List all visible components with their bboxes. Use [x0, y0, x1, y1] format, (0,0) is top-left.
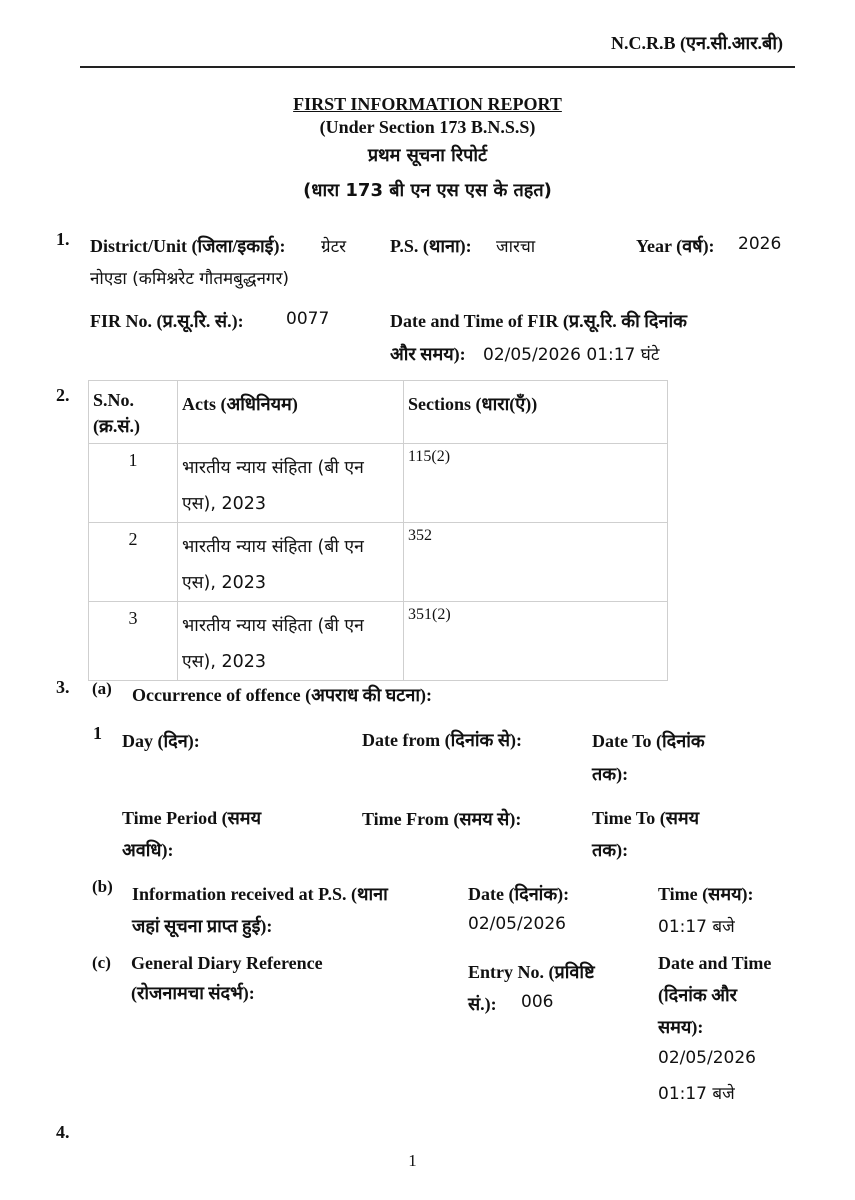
info-date-label: Date (दिनांक): — [468, 884, 570, 904]
date-to-label: Date To (दिनांक — [592, 731, 705, 751]
date-to-label-cont: तक): — [592, 764, 629, 784]
section-4-number: 4. — [56, 1122, 70, 1142]
occurrence-label: Occurrence of offence (अपराध की घटना): — [132, 685, 432, 705]
year-value: 2026 — [738, 234, 782, 254]
header-divider — [80, 66, 795, 68]
entry-no-label-cont: सं.): — [468, 994, 497, 1014]
district-value-cont: नोएडा (कमिश्नरेट गौतमबुद्धनगर) — [90, 269, 290, 289]
gd-datetime-label-cont2: समय): — [658, 1017, 704, 1037]
table-row — [89, 602, 668, 681]
occurrence-item-number: 1 — [93, 723, 102, 743]
table-row — [89, 523, 668, 602]
acts-header — [178, 381, 404, 444]
info-date-value: 02/05/2026 — [468, 914, 566, 934]
subsection-c-label: (c) — [92, 953, 111, 972]
entry-no-label: Entry No. (प्रविष्टि — [468, 962, 595, 982]
fir-no-label: FIR No. (प्र.सू.रि. सं.): — [90, 311, 244, 331]
section-2-number: 2. — [56, 385, 70, 405]
row-act: भारतीय न्याय संहिता (बी एन एस), 2023 — [182, 616, 364, 672]
gd-reference-label-cont: (रोजनामचा संदर्भ): — [131, 983, 255, 1003]
fir-no-value: 0077 — [286, 309, 330, 329]
district-value: ग्रेटर — [321, 237, 347, 257]
sno-header-hindi: (क्र.सं.) — [93, 416, 140, 436]
date-from-label: Date from (दिनांक से): — [362, 730, 522, 750]
report-subtitle-hindi: (धारा 173 बी एन एस एस के तहत) — [303, 180, 552, 201]
info-time-value: 01:17 बजे — [658, 917, 735, 937]
row-sno: 1 — [128, 450, 138, 470]
year-label: Year (वर्ष): — [636, 236, 715, 256]
gd-reference-label: General Diary Reference — [131, 953, 323, 973]
time-to-label-cont: तक): — [592, 840, 629, 860]
subsection-b-label: (b) — [92, 877, 113, 896]
row-act: भारतीय न्याय संहिता (बी एन एस), 2023 — [182, 537, 364, 593]
time-to-label: Time To (समय — [592, 808, 700, 828]
fir-datetime-label: Date and Time of FIR (प्र.सू.रि. की दिनांक — [390, 311, 687, 331]
subsection-a-label: (a) — [92, 679, 112, 698]
time-from-label: Time From (समय से): — [362, 809, 522, 829]
sections-header — [404, 381, 668, 444]
row-act: भारतीय न्याय संहिता (बी एन एस), 2023 — [182, 458, 364, 514]
table-row — [89, 444, 668, 523]
entry-no-value: 006 — [521, 992, 554, 1012]
gd-time-value: 01:17 बजे — [658, 1084, 735, 1104]
row-section: 115(2) — [408, 448, 451, 465]
ncrb-header: N.C.R.B (एन.सी.आर.बी) — [611, 33, 783, 53]
row-sno: 3 — [128, 608, 138, 628]
sections-header-label: Sections (धारा(एँ)) — [408, 394, 538, 414]
section-3-number: 3. — [56, 677, 70, 697]
fir-datetime-label-cont: और समय): — [390, 344, 466, 364]
fir-datetime-value: 02/05/2026 01:17 घंटे — [483, 345, 660, 365]
sno-header — [89, 381, 178, 444]
time-period-label: Time Period (समय — [122, 808, 262, 828]
day-label: Day (दिन): — [122, 731, 200, 751]
info-time-label: Time (समय): — [658, 884, 754, 904]
row-section: 352 — [408, 527, 432, 544]
ps-label: P.S. (थाना): — [390, 236, 472, 256]
acts-table-header — [89, 381, 668, 444]
report-title: FIRST INFORMATION REPORT — [293, 94, 562, 114]
report-subtitle: (Under Section 173 B.N.S.S) — [319, 117, 536, 137]
gd-datetime-label-cont: (दिनांक और — [658, 985, 737, 1005]
section-1-number: 1. — [56, 229, 70, 249]
acts-header-label: Acts (अधिनियम) — [182, 394, 298, 414]
sno-header-label: S.No. — [93, 390, 135, 410]
info-received-label-cont: जहां सूचना प्राप्त हुई): — [132, 916, 273, 936]
row-section: 351(2) — [408, 606, 451, 623]
district-label: District/Unit (जिला/इकाई): — [90, 236, 286, 256]
report-title-hindi: प्रथम सूचना रिपोर्ट — [367, 145, 488, 166]
ps-value: जारचा — [496, 237, 536, 257]
page-number: 1 — [408, 1151, 417, 1170]
info-received-label: Information received at P.S. (थाना — [132, 884, 388, 904]
gd-date-value: 02/05/2026 — [658, 1048, 756, 1068]
time-period-label-cont: अवधि): — [122, 840, 174, 860]
gd-datetime-label: Date and Time — [658, 953, 772, 973]
row-sno: 2 — [128, 529, 138, 549]
acts-table — [88, 380, 668, 681]
